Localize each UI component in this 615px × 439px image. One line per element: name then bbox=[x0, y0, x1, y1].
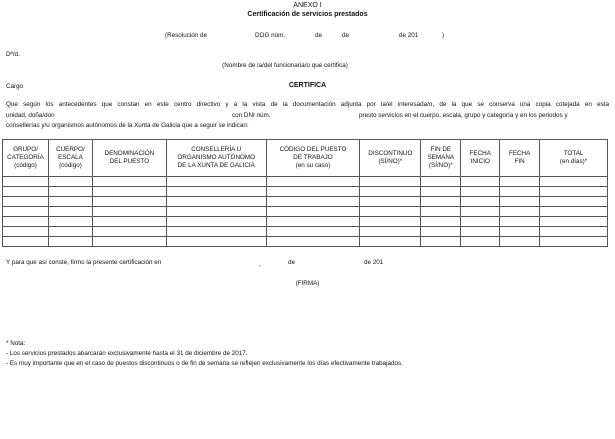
table-header-text: ESCALA bbox=[58, 154, 83, 161]
table-header-text: DE LA XUNTA DE GALICIA bbox=[177, 162, 255, 169]
table-cell[interactable] bbox=[421, 227, 461, 237]
table-row bbox=[3, 197, 608, 207]
table-row bbox=[3, 207, 608, 217]
resolution-de-2: de bbox=[342, 32, 350, 39]
table-cell[interactable] bbox=[48, 197, 92, 207]
table-cell[interactable] bbox=[48, 177, 92, 187]
table-cell[interactable] bbox=[3, 197, 49, 207]
table-cell[interactable] bbox=[48, 237, 92, 247]
table-cell[interactable] bbox=[166, 237, 266, 247]
paragraph-line-2a: unidad, doña/don bbox=[6, 112, 55, 119]
table-cell[interactable] bbox=[461, 207, 500, 217]
table-cell[interactable] bbox=[461, 177, 500, 187]
table-cell[interactable] bbox=[360, 227, 421, 237]
table-cell[interactable] bbox=[266, 217, 360, 227]
table-header-text: DISCONTINUO bbox=[368, 150, 413, 157]
resolution-open: (Resolución de bbox=[165, 32, 208, 39]
cargo-label: Cargo bbox=[6, 83, 24, 90]
table-header-cell bbox=[166, 140, 266, 177]
table-cell[interactable] bbox=[3, 217, 49, 227]
table-cell[interactable] bbox=[461, 237, 500, 247]
table-cell[interactable] bbox=[540, 227, 608, 237]
closing-year: de 201 bbox=[364, 259, 384, 266]
table-header-text: CUERPO/ bbox=[56, 146, 85, 153]
table-header-text: (código) bbox=[14, 162, 37, 169]
table-cell[interactable] bbox=[540, 187, 608, 197]
paragraph-line-2c: presto servicios en el cuerpo, escala, grupo y categoría y en los periodos y bbox=[359, 112, 568, 119]
document-title: Certificación de servicios prestados bbox=[247, 11, 368, 18]
table-cell[interactable] bbox=[48, 207, 92, 217]
resolution-close: ) bbox=[442, 32, 445, 39]
closing-de: de bbox=[288, 259, 296, 266]
table-row bbox=[3, 177, 608, 187]
table-cell[interactable] bbox=[92, 207, 166, 217]
certifica-heading: CERTIFICA bbox=[288, 82, 327, 89]
table-cell[interactable] bbox=[3, 187, 49, 197]
table-row bbox=[3, 227, 608, 237]
table-header-cell bbox=[3, 140, 49, 177]
table-cell[interactable] bbox=[500, 177, 540, 187]
table-row bbox=[3, 237, 608, 247]
table-cell[interactable] bbox=[540, 237, 608, 247]
table-cell[interactable] bbox=[48, 227, 92, 237]
table-cell[interactable] bbox=[48, 187, 92, 197]
table-cell[interactable] bbox=[166, 217, 266, 227]
table-cell[interactable] bbox=[500, 207, 540, 217]
table-cell[interactable] bbox=[540, 207, 608, 217]
closing-comma: , bbox=[259, 261, 261, 268]
table-header-cell bbox=[421, 140, 461, 177]
table-cell[interactable] bbox=[92, 227, 166, 237]
official-label: Dª/d. bbox=[6, 51, 20, 58]
table-header-text: INICIO bbox=[470, 158, 490, 165]
table-header-text: SEMANA bbox=[427, 154, 455, 161]
table-cell[interactable] bbox=[461, 197, 500, 207]
table-cell[interactable] bbox=[92, 237, 166, 247]
table-cell[interactable] bbox=[421, 207, 461, 217]
table-cell[interactable] bbox=[500, 227, 540, 237]
table-cell[interactable] bbox=[166, 187, 266, 197]
paragraph-line-1: Que según los antecedentes que constan en este centro directivo y a la vista de la documentación adjunta por la/el interesada/o, de la que se conserva una copia cotejada en esta bbox=[6, 101, 609, 108]
table-header-row bbox=[3, 140, 608, 177]
table-row bbox=[3, 217, 608, 227]
annex-label: ANEXO I bbox=[293, 2, 322, 9]
table-cell[interactable] bbox=[266, 237, 360, 247]
table-cell[interactable] bbox=[166, 227, 266, 237]
paragraph-line-3: consellerías y/u organismos autónomos de la Xunta de Galicia que a seguir se indican: bbox=[6, 122, 249, 129]
table-cell[interactable] bbox=[266, 187, 360, 197]
table-header-text: DE TRABAJO bbox=[293, 154, 333, 161]
table-cell[interactable] bbox=[500, 187, 540, 197]
table-cell[interactable] bbox=[421, 187, 461, 197]
table-header-cell bbox=[48, 140, 92, 177]
table-header-cell bbox=[360, 140, 421, 177]
table-cell[interactable] bbox=[461, 187, 500, 197]
table-cell[interactable] bbox=[266, 177, 360, 187]
table-cell[interactable] bbox=[360, 177, 421, 187]
table-header-text: FIN DE bbox=[430, 146, 452, 153]
table-cell[interactable] bbox=[92, 187, 166, 197]
table-header-cell bbox=[266, 140, 360, 177]
table-cell[interactable] bbox=[540, 217, 608, 227]
table-row bbox=[3, 187, 608, 197]
table-cell[interactable] bbox=[540, 197, 608, 207]
table-header-text: (en su caso) bbox=[295, 162, 331, 169]
table-header-cell bbox=[92, 140, 166, 177]
table-cell[interactable] bbox=[461, 227, 500, 237]
note-title: * Nota: bbox=[6, 340, 26, 347]
table-cell[interactable] bbox=[92, 177, 166, 187]
table-header-text: TOTAL bbox=[563, 150, 584, 157]
table-cell[interactable] bbox=[360, 237, 421, 247]
resolution-dog: DOG núm. bbox=[255, 32, 286, 39]
resolution-year: de 201 bbox=[399, 32, 419, 39]
closing-text: Y para que así conste, firmo la presente certificación en bbox=[6, 259, 162, 266]
table-cell[interactable] bbox=[360, 197, 421, 207]
table-cell[interactable] bbox=[540, 177, 608, 187]
table-cell[interactable] bbox=[3, 227, 49, 237]
table-body bbox=[3, 177, 608, 247]
table-header-cell bbox=[540, 140, 608, 177]
services-table bbox=[2, 139, 608, 247]
table-cell[interactable] bbox=[166, 207, 266, 217]
table-cell[interactable] bbox=[266, 197, 360, 207]
table-cell[interactable] bbox=[166, 197, 266, 207]
certification-paragraph bbox=[6, 100, 609, 110]
table-cell[interactable] bbox=[360, 187, 421, 197]
table-cell[interactable] bbox=[500, 197, 540, 207]
table-header-text: DENOMINACIÓN bbox=[104, 150, 155, 157]
signature-label: (FIRMA) bbox=[295, 280, 320, 287]
table-cell[interactable] bbox=[3, 207, 49, 217]
table-header-text: (SÍ/NO)* bbox=[378, 158, 403, 165]
table-header-text: FECHA bbox=[508, 150, 531, 157]
table-header-text: ORGANISMO AUTÓNOMO bbox=[177, 154, 256, 161]
table-cell[interactable] bbox=[421, 217, 461, 227]
table-header-cell bbox=[500, 140, 540, 177]
table-header-text: (SÍ/NO)* bbox=[428, 162, 453, 169]
table-header-text: CÓDIGO DEL PUESTO bbox=[279, 146, 347, 153]
table-cell[interactable] bbox=[92, 197, 166, 207]
table-cell[interactable] bbox=[421, 177, 461, 187]
table-cell[interactable] bbox=[3, 177, 49, 187]
table-cell[interactable] bbox=[500, 217, 540, 227]
table-header-text: GRUPO/ bbox=[13, 146, 38, 153]
table-header-text: (en días)* bbox=[559, 158, 588, 165]
table-cell[interactable] bbox=[266, 227, 360, 237]
table-cell[interactable] bbox=[92, 217, 166, 227]
table-header-text: (código) bbox=[59, 162, 82, 169]
table-cell[interactable] bbox=[166, 177, 266, 187]
paragraph-line-2b: con DNI núm. bbox=[232, 112, 271, 119]
table-header-text: DEL PUESTO bbox=[109, 158, 150, 165]
note-item-2: - Es muy importante que en el caso de puestos discontinuos o de fin de semana se reflejen exclusivamente los días efectivamente trabajados. bbox=[6, 360, 403, 367]
table-cell[interactable] bbox=[500, 237, 540, 247]
table-cell[interactable] bbox=[421, 237, 461, 247]
table-header-text: CONSELLERÍA U bbox=[191, 146, 242, 153]
note-item-1: - Los servicios prestados abarcarán exclusivamente hasta el 31 de diciembre de 2017. bbox=[6, 350, 248, 357]
official-name-note: (Nombre de la/del funcionaria/o que certifica) bbox=[222, 62, 348, 69]
table-cell[interactable] bbox=[266, 207, 360, 217]
resolution-de-1: de bbox=[315, 32, 323, 39]
table-cell[interactable] bbox=[3, 237, 49, 247]
table-cell[interactable] bbox=[360, 217, 421, 227]
table-cell[interactable] bbox=[421, 197, 461, 207]
table-cell[interactable] bbox=[461, 217, 500, 227]
table-header-text: FECHA bbox=[469, 150, 491, 157]
table-cell[interactable] bbox=[48, 217, 92, 227]
table-header-cell bbox=[461, 140, 500, 177]
table-header-text: FIN bbox=[514, 158, 525, 165]
table-cell[interactable] bbox=[360, 207, 421, 217]
table-header-text: CATEGORÍA bbox=[7, 154, 44, 161]
